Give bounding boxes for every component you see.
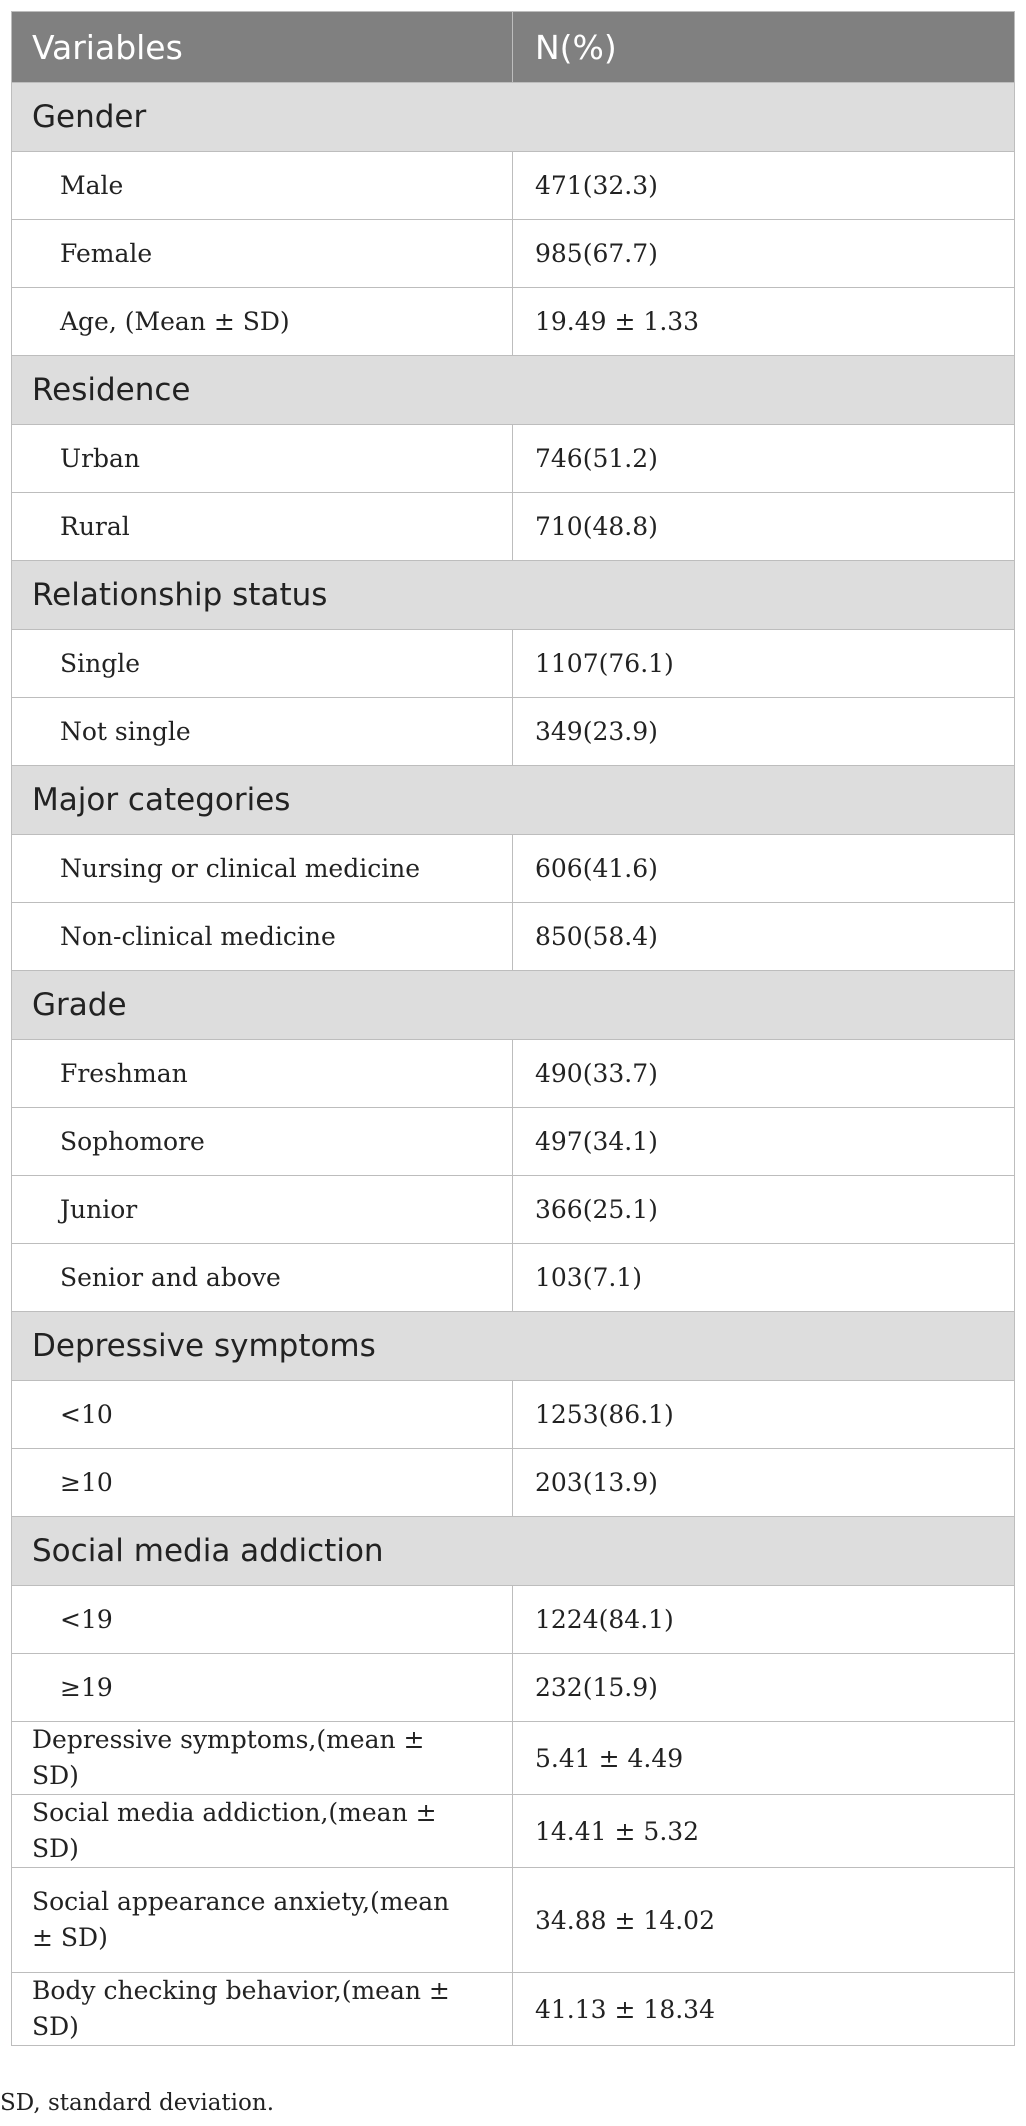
table-row <box>12 1244 1015 1312</box>
row-value: 203(13.9) <box>513 1449 1015 1517</box>
row-value: 490(33.7) <box>513 1040 1015 1108</box>
section-row <box>12 1517 1015 1586</box>
row-value: 1107(76.1) <box>513 630 1015 698</box>
row-value: 497(34.1) <box>513 1108 1015 1176</box>
row-value: 232(15.9) <box>513 1654 1015 1722</box>
row-value: 103(7.1) <box>513 1244 1015 1312</box>
section-label: Social media addiction <box>12 1517 1015 1586</box>
row-label: Depressive symptoms,(mean ± SD) <box>12 1722 513 1795</box>
section-label: Gender <box>12 83 1015 152</box>
table-row <box>12 425 1015 493</box>
table-row <box>12 903 1015 971</box>
header-variables: Variables <box>12 12 513 83</box>
section-row <box>12 1312 1015 1381</box>
table-row <box>12 698 1015 766</box>
table-row <box>12 1108 1015 1176</box>
section-row <box>12 356 1015 425</box>
data-table-container <box>11 11 1014 2046</box>
table-row <box>12 1795 1015 1868</box>
section-label: Residence <box>12 356 1015 425</box>
row-label: Sophomore <box>12 1108 513 1176</box>
row-label: Age, (Mean ± SD) <box>12 288 513 356</box>
row-label: Rural <box>12 493 513 561</box>
row-value: 349(23.9) <box>513 698 1015 766</box>
row-value: 471(32.3) <box>513 152 1015 220</box>
row-value: 1224(84.1) <box>513 1586 1015 1654</box>
row-label: Senior and above <box>12 1244 513 1312</box>
row-value: 606(41.6) <box>513 835 1015 903</box>
section-row <box>12 561 1015 630</box>
row-value: 5.41 ± 4.49 <box>513 1722 1015 1795</box>
row-value: 1253(86.1) <box>513 1381 1015 1449</box>
table-row <box>12 1586 1015 1654</box>
row-value: 34.88 ± 14.02 <box>513 1868 1015 1973</box>
table-row <box>12 630 1015 698</box>
section-label: Relationship status <box>12 561 1015 630</box>
row-value: 366(25.1) <box>513 1176 1015 1244</box>
row-label: Non-clinical medicine <box>12 903 513 971</box>
row-label: Nursing or clinical medicine <box>12 835 513 903</box>
header-n-percent: N(%) <box>513 12 1015 83</box>
row-label: Social media addiction,(mean ± SD) <box>12 1795 513 1868</box>
row-label: ≥10 <box>12 1449 513 1517</box>
row-value: 985(67.7) <box>513 220 1015 288</box>
table-row <box>12 493 1015 561</box>
row-label: ≥19 <box>12 1654 513 1722</box>
table-row <box>12 152 1015 220</box>
table-row <box>12 1654 1015 1722</box>
row-label: Urban <box>12 425 513 493</box>
row-value: 14.41 ± 5.32 <box>513 1795 1015 1868</box>
table-row <box>12 1449 1015 1517</box>
table-row <box>12 1040 1015 1108</box>
row-value: 710(48.8) <box>513 493 1015 561</box>
table-row <box>12 220 1015 288</box>
row-label: Social appearance anxiety,(mean ± SD) <box>12 1868 513 1973</box>
row-label: <19 <box>12 1586 513 1654</box>
row-value: 41.13 ± 18.34 <box>513 1973 1015 2046</box>
section-row <box>12 766 1015 835</box>
row-label: Freshman <box>12 1040 513 1108</box>
section-label: Depressive symptoms <box>12 1312 1015 1381</box>
section-row <box>12 971 1015 1040</box>
table-row <box>12 1176 1015 1244</box>
row-label: Male <box>12 152 513 220</box>
section-row <box>12 83 1015 152</box>
row-value: 850(58.4) <box>513 903 1015 971</box>
table-header-row <box>12 12 1015 83</box>
table-row <box>12 835 1015 903</box>
row-label: Body checking behavior,(mean ± SD) <box>12 1973 513 2046</box>
row-value: 19.49 ± 1.33 <box>513 288 1015 356</box>
section-label: Major categories <box>12 766 1015 835</box>
row-label: Not single <box>12 698 513 766</box>
demographics-table <box>11 11 1015 2046</box>
section-label: Grade <box>12 971 1015 1040</box>
table-row <box>12 1381 1015 1449</box>
row-label: Female <box>12 220 513 288</box>
table-row <box>12 1973 1015 2046</box>
row-value: 746(51.2) <box>513 425 1015 493</box>
table-footnote: SD, standard deviation. <box>0 2090 275 2116</box>
row-label: Junior <box>12 1176 513 1244</box>
table-body <box>12 83 1015 2046</box>
table-row <box>12 1722 1015 1795</box>
table-row <box>12 1868 1015 1973</box>
row-label: <10 <box>12 1381 513 1449</box>
row-label: Single <box>12 630 513 698</box>
table-row <box>12 288 1015 356</box>
